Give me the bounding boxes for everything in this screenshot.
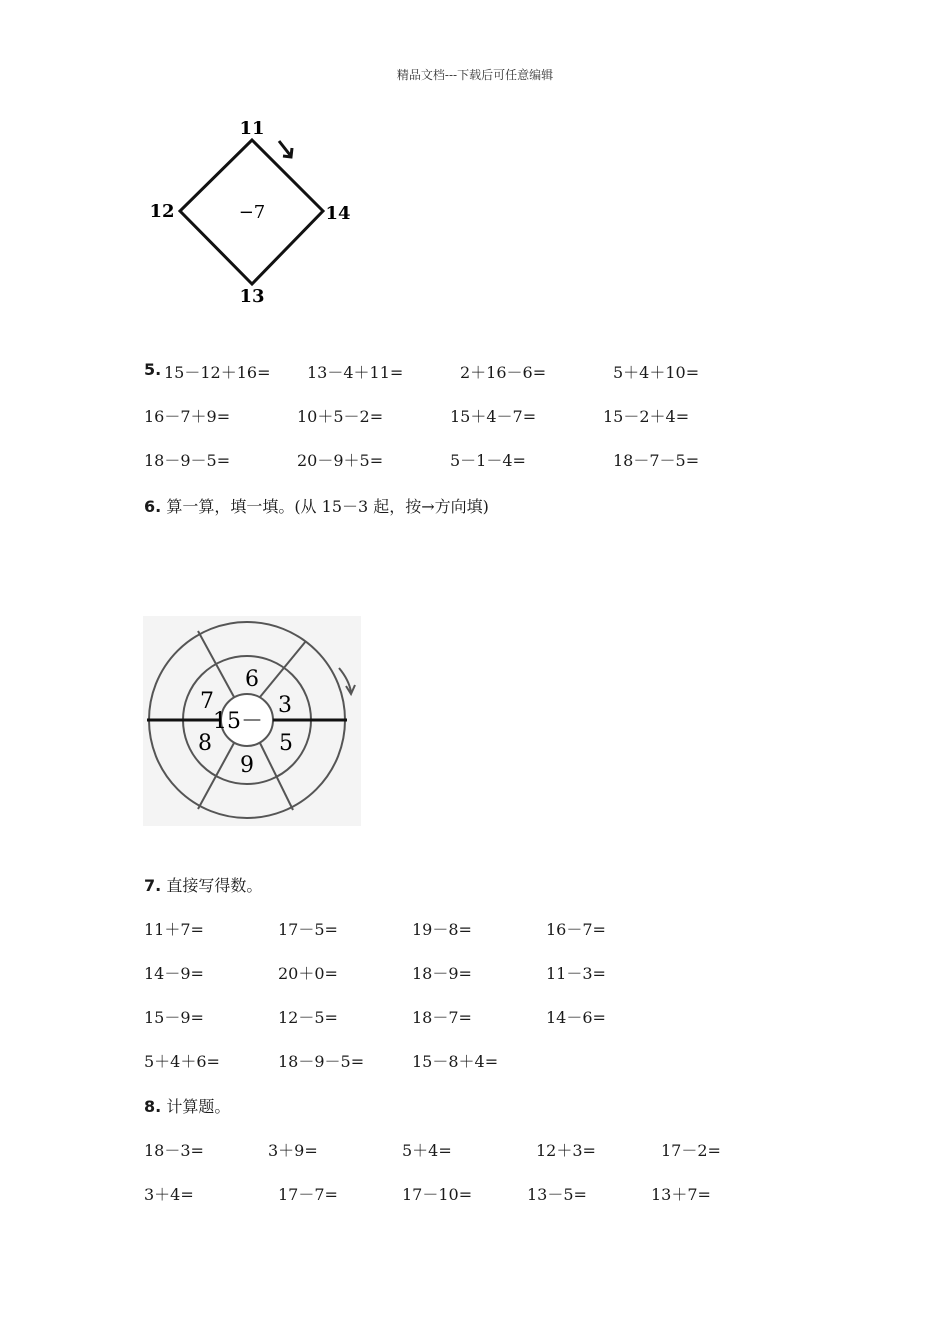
q5-number: 5. [144, 360, 162, 379]
q7-instruction: 直接写得数。 [166, 876, 263, 895]
wheel-number: 5 [279, 731, 293, 756]
diamond-top-number: 11 [239, 118, 265, 139]
q7-r1-c4: 16－7= [546, 920, 606, 939]
q5-r2-c4: 15－2＋4= [603, 407, 690, 426]
diamond-left-number: 12 [149, 201, 175, 222]
q8-title [144, 1094, 230, 1117]
wheel-number: 8 [198, 731, 212, 756]
page-header: 精品文档---下载后可任意编辑 [396, 68, 554, 82]
q8-instruction: 计算题。 [166, 1097, 231, 1116]
q7-r3-c4: 14－6= [546, 1008, 606, 1027]
q5-r3-c1: 18－9－5= [144, 451, 231, 470]
q6-instruction: 算一算，填一填。(从 15－3 起，按→方向填) [166, 497, 489, 516]
q5-r1-c1: 15－12＋16= [164, 363, 271, 382]
q5-r3-c3: 5－1－4= [450, 451, 526, 470]
q7-r4-c1: 5＋4＋6= [144, 1052, 220, 1071]
q7-r3-c1: 15－9= [144, 1008, 204, 1027]
arrow-icon [279, 141, 290, 155]
q8-number: 8. [144, 1097, 162, 1116]
q8-r2-c4: 13－5= [527, 1185, 587, 1204]
wheel-number: 3 [278, 693, 292, 718]
q8-r2-c5: 13＋7= [651, 1185, 711, 1204]
diamond-bottom-number: 13 [239, 286, 265, 307]
q8-r1-c3: 5＋4= [402, 1141, 452, 1160]
q5-r2-c1: 16－7＋9= [144, 407, 231, 426]
q5-r2-c2: 10＋5－2= [297, 407, 384, 426]
q7-r2-c1: 14－9= [144, 964, 204, 983]
q5-r3-c2: 20－9＋5= [297, 451, 384, 470]
q7-r1-c2: 17－5= [278, 920, 338, 939]
diamond-right-number: 14 [325, 203, 351, 224]
wheel-number: 6 [245, 667, 259, 692]
q7-r2-c4: 11－3= [546, 964, 606, 983]
q7-r2-c2: 20＋0= [278, 964, 338, 983]
q7-number: 7. [144, 876, 162, 895]
q5-r2-c3: 15＋4－7= [450, 407, 537, 426]
q5-r1-c3: 2＋16－6= [460, 363, 547, 382]
q8-r1-c1: 18－3= [144, 1141, 204, 1160]
q5-row-1 [144, 360, 161, 379]
q7-r1-c3: 19－8= [412, 920, 472, 939]
q8-r2-c3: 17－10= [402, 1185, 473, 1204]
wheel-number: 7 [200, 689, 214, 714]
diamond-center-operation: −7 [238, 202, 266, 223]
q5-r3-c4: 18－7－5= [613, 451, 700, 470]
diamond-diagram [140, 110, 370, 310]
wheel-diagram [143, 616, 361, 826]
q7-title [144, 873, 262, 896]
q8-r1-c2: 3＋9= [268, 1141, 318, 1160]
q7-r2-c3: 18－9= [412, 964, 472, 983]
q5-r1-c2: 13－4＋11= [307, 363, 404, 382]
wheel-center-text: 15－ [213, 709, 263, 734]
q7-r4-c3: 15－8＋4= [412, 1052, 499, 1071]
q7-r3-c2: 12－5= [278, 1008, 338, 1027]
q8-r2-c2: 17－7= [278, 1185, 338, 1204]
wheel-number: 9 [240, 753, 254, 778]
q8-r1-c4: 12＋3= [536, 1141, 596, 1160]
q6-title [144, 494, 489, 517]
q6-number: 6. [144, 497, 162, 516]
q8-r1-c5: 17－2= [661, 1141, 721, 1160]
q7-r3-c3: 18－7= [412, 1008, 472, 1027]
q5-r1-c4: 5＋4＋10= [613, 363, 700, 382]
q8-r2-c1: 3＋4= [144, 1185, 194, 1204]
q7-r4-c2: 18－9－5= [278, 1052, 365, 1071]
q7-r1-c1: 11＋7= [144, 920, 204, 939]
